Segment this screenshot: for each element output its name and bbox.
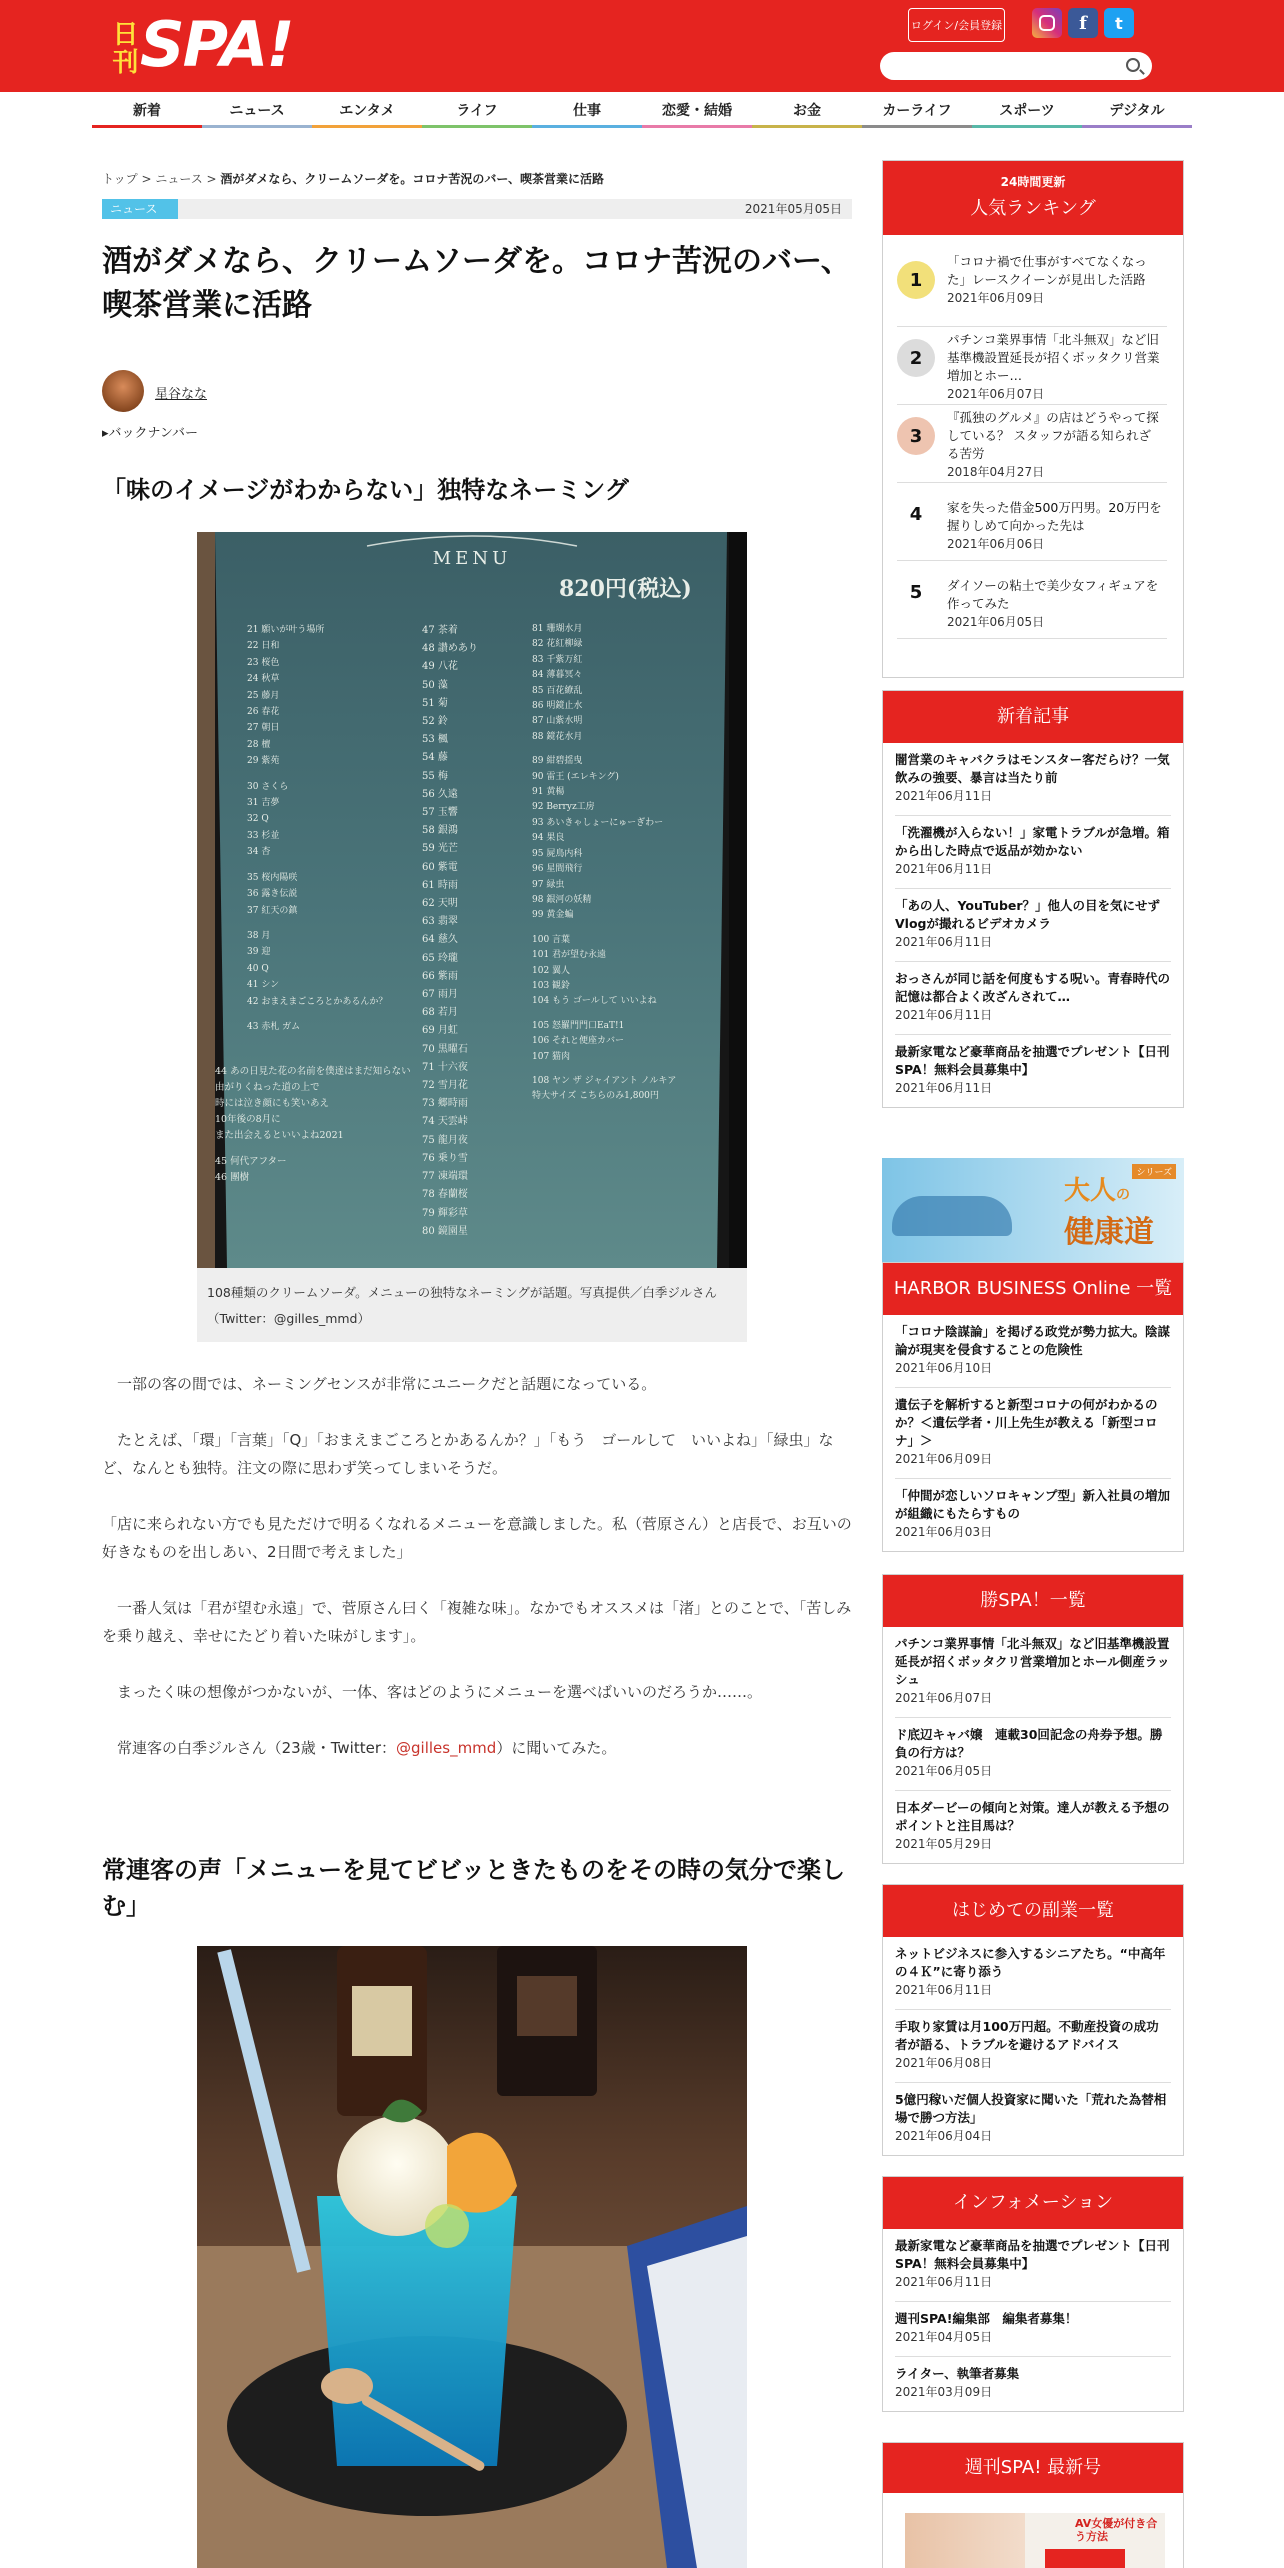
cream-soda-svg: [197, 1946, 747, 2568]
menu-line: 51 菊: [422, 697, 448, 709]
fukugyo-list: [883, 1937, 1183, 2155]
menu-line: [215, 1144, 411, 1154]
menu-line: 40 Q: [247, 963, 269, 974]
katsu-box: [882, 1574, 1184, 1864]
news-date: 2021年06月09日: [895, 1452, 993, 1466]
banner-series-tag: シリーズ: [1132, 1164, 1176, 1179]
menu-line: 82 花紅柳緑: [532, 639, 583, 650]
news-title: 手取り家賃は月100万円超。不動産投資の成功者が語る、トラブルを避けるアドバイス: [895, 2019, 1159, 2052]
nav-item[interactable]: エンタメ: [312, 96, 422, 128]
news-title: 「あの人、YouTuber？」他人の目を気にせずVlogが撮れるビデオカメラ: [895, 898, 1161, 931]
ranking-item[interactable]: [897, 327, 1167, 405]
menu-line: また出会えるといいよね2021: [215, 1130, 344, 1141]
paragraph-4: 一番人気は「君が望む永遠」で、菅原さん曰く「複雑な味」。なかでもオススメは「渚」とのことで、「苦しみを乗り越え、幸せにたどり着いた味がします」。: [102, 1599, 852, 1645]
ranking-title-text: パチンコ業界事情「北斗無双」など旧基準機設置延長が招くボッタクリ営業増加とホー…: [947, 332, 1160, 383]
breadcrumb-news[interactable]: ニュース: [155, 172, 203, 186]
menu-line: 87 山紫水明: [532, 716, 583, 727]
news-item[interactable]: [895, 2357, 1171, 2411]
news-date: 2021年06月11日: [895, 1983, 993, 1997]
author-name[interactable]: 星谷なな: [155, 387, 208, 402]
menu-line: 79 輝彩草: [422, 1207, 468, 1219]
menu-line: 61 時雨: [422, 879, 458, 891]
ranking-title-text: ダイソーの粘土で美少女フィギュアを作ってみた: [947, 578, 1159, 611]
news-date: 2021年05月29日: [895, 1837, 993, 1851]
news-title: 週刊SPA!編集部 編集者募集！: [895, 2311, 1078, 2326]
menu-line: 10年後の8月に: [215, 1114, 281, 1125]
news-item[interactable]: [895, 889, 1171, 962]
ranking-date: 2018年04月27日: [947, 465, 1045, 479]
ranking-number: 2: [897, 339, 935, 377]
news-item[interactable]: [895, 1479, 1171, 1551]
site-logo[interactable]: [108, 8, 293, 81]
news-title: 遺伝子を解析すると新型コロナの何がわかるのか？＜遺伝学者・川上先生が教える「新型コロナ」＞: [895, 1397, 1158, 1448]
news-item[interactable]: [895, 743, 1171, 816]
ranking-text: [947, 409, 1162, 481]
news-date: 2021年06月11日: [895, 935, 993, 949]
section-heading-2: 常連客の声「メニューを見てビビッときたものをその時の気分で楽しむ」: [102, 1856, 846, 1920]
news-title: ライター、執筆者募集: [895, 2366, 1020, 2381]
section-heading-1: 「味のイメージがわからない」独特なネーミング: [102, 476, 629, 504]
fukugyo-header: はじめての副業一覧: [883, 1885, 1183, 1937]
menu-line: 54 藤: [422, 752, 448, 764]
menu-line: 101 君が望む永遠: [532, 950, 607, 961]
menu-line: 24 秋草: [247, 674, 280, 685]
news-date: 2021年06月11日: [895, 1081, 993, 1095]
menu-line: 59 光芒: [422, 843, 458, 855]
menu-line: 104 もう ゴールして いいよね: [532, 996, 657, 1007]
backnumber-link[interactable]: ▸バックナンバー: [102, 426, 198, 441]
harbor-list: [883, 1315, 1183, 1551]
menu-line: 26 春花: [247, 707, 280, 718]
news-date: 2021年06月08日: [895, 2056, 993, 2070]
banner-figure: [892, 1196, 1012, 1236]
menu-line: 35 桜内陽咲: [247, 872, 298, 883]
news-item[interactable]: [895, 2083, 1171, 2155]
site-header: [0, 0, 1284, 92]
menu-line: 31 吉夢: [247, 798, 280, 809]
menu-line: 46 團樹: [215, 1171, 250, 1183]
logo-small-text: 日刊: [108, 20, 138, 76]
ranking-number: 5: [897, 573, 935, 611]
latest-box: [882, 690, 1184, 1108]
news-date: 2021年06月10日: [895, 1361, 993, 1375]
paragraph-2: たとえば、「環」「言葉」「Q」「おまえまごころとかあるんか？」「もう ゴールして いいよね」「緑虫」など、なんとも独特。注文の際に思わず笑ってしまいそうだ。: [102, 1431, 834, 1477]
weekly-box: [882, 2442, 1184, 2568]
news-item[interactable]: [895, 1315, 1171, 1388]
menu-photo[interactable]: [197, 532, 747, 1268]
cover-left: [905, 2513, 1025, 2568]
menu-line: 64 慈久: [422, 934, 458, 946]
news-item[interactable]: [895, 816, 1171, 889]
news-item[interactable]: [895, 962, 1171, 1035]
search-icon[interactable]: [1126, 58, 1140, 72]
ranking-title-text: 家を失った借金500万円男。20万円を握りしめて向かった先は: [947, 500, 1162, 533]
menu-line: 70 黒曜石: [422, 1043, 468, 1055]
twitter-link[interactable]: @gilles_mmd: [396, 1739, 497, 1757]
menu-line: 76 乗り雪: [422, 1152, 468, 1164]
breadcrumb-top[interactable]: トップ: [102, 172, 138, 186]
news-date: 2021年06月11日: [895, 789, 993, 803]
nav-item[interactable]: デジタル: [1082, 96, 1192, 128]
menu-line: 108 ヤン ザ ジャイアント ノルキア: [532, 1075, 677, 1086]
nav-item[interactable]: 恋愛・結婚: [642, 96, 752, 128]
menu-line: 86 明鏡止水: [532, 701, 583, 712]
menu-line: [247, 919, 387, 928]
news-date: 2021年06月11日: [895, 1008, 993, 1022]
banner-text-2: の: [1116, 1187, 1131, 1203]
menu-line: 99 黄金蝙: [532, 910, 574, 921]
menu-line: 41 シン: [247, 980, 280, 991]
menu-line: 69 月虹: [422, 1025, 458, 1037]
menu-line: 28 檀: [247, 739, 271, 750]
menu-line: 55 梅: [422, 770, 448, 782]
weekly-cover[interactable]: [905, 2513, 1165, 2568]
menu-line: 37 紅天の鎮: [247, 905, 298, 916]
menu-line: 95 屍鳥内科: [532, 848, 583, 859]
breadcrumb-current: 酒がダメなら、クリームソーダを。コロナ苦況のバー、喫茶営業に活路: [220, 172, 604, 186]
menu-line: 77 凍端環: [422, 1171, 468, 1183]
news-date: 2021年06月07日: [895, 1691, 993, 1705]
news-title: 最新家電など豪華商品を抽選でプレゼント【日刊SPA！無料会員募集中】: [895, 2238, 1170, 2271]
news-title: 闇営業のキャバクラはモンスター客だらけ？一気飲みの強要、暴言は当たり前: [895, 752, 1170, 785]
menu-line: 89 紺碧揺曳: [532, 756, 583, 767]
news-item[interactable]: [895, 2302, 1171, 2357]
ranking-subtitle: 24時間更新: [1000, 175, 1066, 189]
menu-line: [247, 861, 387, 870]
news-item[interactable]: [895, 2229, 1171, 2302]
ranking-number: 3: [897, 417, 935, 455]
ranking-title: 人気ランキング: [970, 198, 1096, 219]
fukugyo-box: [882, 1884, 1184, 2156]
search-input[interactable]: [880, 52, 1152, 80]
menu-line: 90 雷王 (エレキング): [532, 771, 619, 782]
paragraph-5: まったく味の想像がつかないが、一体、客はどのようにメニューを選べばいいのだろうか……。: [117, 1683, 763, 1701]
menu-line: 50 藻: [422, 679, 448, 691]
menu-line: [532, 1065, 676, 1074]
nav-item[interactable]: ライフ: [422, 96, 532, 128]
news-title: 「仲間が恋しいソロキャンプ型」新入社員の増加が組織にもたらすもの: [895, 1488, 1171, 1521]
menu-line: 45 何代アフター: [215, 1155, 287, 1167]
menu-line: 由がりくねった道の上で: [215, 1082, 320, 1093]
menu-line: 60 紫電: [422, 861, 458, 873]
nav-item[interactable]: ニュース: [202, 96, 312, 128]
news-title: 日本ダービーの傾向と対策。達人が教える予想のポイントと注目馬は？: [895, 1800, 1170, 1833]
article-title: 酒がダメなら、クリームソーダを。コロナ苦況のバー、喫茶営業に活路: [102, 244, 851, 323]
news-item[interactable]: [895, 1937, 1171, 2010]
katsu-list: [883, 1627, 1183, 1863]
menu-line: 52 鈴: [422, 716, 448, 728]
menu-line: 56 久遠: [422, 788, 458, 800]
menu-line: 48 讃めあり: [422, 643, 478, 655]
news-item[interactable]: [895, 1627, 1171, 1718]
news-date: 2021年06月04日: [895, 2129, 993, 2143]
menu-line: 53 楓: [422, 734, 448, 746]
weekly-header: 週刊SPA! 最新号: [883, 2443, 1183, 2493]
menu-line: 98 銀河の妖精: [532, 894, 592, 905]
menu-line: [532, 1010, 676, 1019]
menu-line: 103 観鈴: [532, 980, 571, 991]
menu-line: 39 迎: [247, 947, 271, 958]
ranking-text: [947, 331, 1162, 403]
menu-line: 88 鏡花水月: [532, 731, 583, 742]
twitter-icon[interactable]: t: [1104, 8, 1134, 38]
menu-line: 66 紫雨: [422, 970, 458, 982]
nav-item[interactable]: お金: [752, 96, 862, 128]
paragraph-6-post: ）に聞いてみた。: [496, 1739, 617, 1757]
ranking-date: 2021年06月05日: [947, 615, 1045, 629]
ranking-item[interactable]: [897, 483, 1167, 561]
ranking-item[interactable]: [897, 561, 1167, 639]
author-avatar[interactable]: [102, 370, 144, 412]
menu-line: 57 玉響: [422, 807, 458, 819]
menu-line: 73 郷時雨: [422, 1098, 468, 1110]
news-date: 2021年06月03日: [895, 1525, 993, 1539]
menu-line: 23 桜色: [247, 657, 280, 668]
menu-col-1: [247, 622, 387, 1035]
menu-line: 29 紫苑: [247, 756, 280, 767]
nav-item[interactable]: 新着: [92, 96, 202, 128]
login-button[interactable]: ログイン/会員登録: [908, 8, 1005, 42]
news-item[interactable]: [895, 1035, 1171, 1107]
news-title: 5億円稼いだ個人投資家に聞いた「荒れた為替相場で勝つ方法」: [895, 2092, 1167, 2125]
menu-line: 21 願いが叶う場所: [247, 625, 325, 635]
menu-line: [247, 770, 387, 779]
ranking-header: [883, 161, 1183, 235]
menu-line: 58 銀鴻: [422, 825, 458, 837]
menu-line: 102 翼人: [532, 965, 571, 976]
banner-text-3: 健康道: [1064, 1215, 1154, 1250]
harbor-header: HARBOR BUSINESS Online 一覧: [883, 1263, 1183, 1315]
ranking-number: 4: [897, 495, 935, 533]
menu-line: 72 雪月花: [422, 1080, 468, 1092]
latest-list: [883, 743, 1183, 1107]
instagram-icon[interactable]: [1032, 8, 1062, 38]
ranking-text: [947, 577, 1162, 631]
menu-line: 32 Q: [247, 814, 269, 825]
news-item[interactable]: [895, 1791, 1171, 1863]
menu-line: 68 若月: [422, 1007, 458, 1019]
latest-header: 新着記事: [883, 691, 1183, 743]
cover-band: [1045, 2549, 1125, 2568]
menu-line: 93 あいきゃしょーにゅーぎわー: [532, 817, 664, 828]
menu-line: 38 月: [247, 930, 271, 941]
info-box: [882, 2176, 1184, 2412]
news-title: パチンコ業界事情「北斗無双」など旧基準機設置延長が招くボッタクリ営業増加とホール側産ラッシュ: [895, 1636, 1170, 1687]
menu-price: 820円(税込): [559, 576, 692, 602]
facebook-icon[interactable]: f: [1068, 8, 1098, 38]
menu-col-2: [422, 622, 478, 1241]
ranking-item[interactable]: [897, 405, 1167, 483]
news-title: おっさんが同じ話を何度もする呪い。青春時代の記憶は都合よく改ざんされて…: [895, 971, 1171, 1004]
menu-line: 25 藤月: [247, 690, 280, 701]
menu-line: 49 八花: [422, 661, 458, 673]
logo-main-text: SPA!: [140, 8, 293, 81]
news-date: 2021年06月11日: [895, 862, 993, 876]
nav-item[interactable]: スポーツ: [972, 96, 1082, 128]
menu-line: 80 鏡園星: [422, 1225, 468, 1237]
news-title: 最新家電など豪華商品を抽選でプレゼント【日刊SPA！無料会員募集中】: [895, 1044, 1170, 1077]
menu-line: 92 Berryz工房: [532, 802, 595, 813]
menu-line: 33 杉並: [247, 830, 280, 841]
photo-caption: 108種類のクリームソーダ。メニューの独特なネーミングが話題。写真提供／白季ジルさん（Twitter：@gilles_mmd）: [197, 1268, 747, 1342]
menu-line: 81 珊瑚水月: [532, 624, 583, 634]
main-nav: [92, 96, 1192, 128]
info-header: インフォメーション: [883, 2177, 1183, 2229]
ranking-date: 2021年06月09日: [947, 291, 1045, 305]
menu-text-layer: [197, 532, 747, 1268]
menu-line: 22 日和: [247, 641, 280, 652]
news-item[interactable]: [895, 2010, 1171, 2083]
news-title: ネットビジネスに参入するシニアたち。“中高年の４Ｋ”に寄り添う: [895, 1946, 1166, 1979]
banner-text-1: 大人: [1064, 1176, 1117, 1206]
ranking-title-text: 「コロナ禍で仕事がすべてなくなった」レースクイーンが見出した活路: [947, 254, 1147, 287]
menu-line: 34 杏: [247, 847, 271, 858]
menu-note: [215, 1064, 411, 1186]
ranking-date: 2021年06月06日: [947, 537, 1045, 551]
menu-line: [532, 745, 676, 754]
menu-line: 75 龍月夜: [422, 1134, 468, 1146]
menu-line: 106 それと便座カバー: [532, 1036, 625, 1047]
news-title: 「洗濯機が入らない！」家電トラブルが急増。箱から出した時点で返品が効かない: [895, 825, 1170, 858]
menu-line: 94 果良: [532, 833, 565, 844]
menu-line: 78 春蘭桜: [422, 1189, 468, 1201]
paragraph-1: 一部の客の間では、ネーミングセンスが非常にユニークだと話題になっている。: [117, 1375, 657, 1393]
info-list: [883, 2229, 1183, 2411]
menu-line: 96 星間飛行: [532, 864, 583, 875]
cover-headline: AV女優が付き合う方法: [1075, 2517, 1158, 2543]
katsu-header: 勝SPA！一覧: [883, 1575, 1183, 1627]
menu-line: 時には泣き顔にも笑いあえ: [215, 1098, 330, 1109]
menu-line: 47 茶着: [422, 625, 458, 636]
news-title: ド底辺キャバ嬢 連載30回記念の舟券予想。勝負の行方は？: [895, 1727, 1163, 1760]
menu-line: 97 緑虫: [532, 879, 565, 890]
menu-line: 107 猫肉: [532, 1051, 571, 1062]
paragraph-3: 「店に来られない方でも見ただけで明るくなれるメニューを意識しました。私（菅原さん）と店長で、お互いの好きなものを出しあい、2日間で考えました」: [102, 1515, 852, 1561]
menu-line: 74 天雲峠: [422, 1116, 468, 1128]
ranking-title-text: 『孤独のグルメ』の店はどうやって探している？ スタッフが語る知られざる苦労: [947, 410, 1159, 461]
category-bar: [102, 199, 852, 219]
paragraph-6: [102, 1734, 854, 1762]
menu-line: 100 言葉: [532, 934, 571, 945]
ranking-date: 2021年06月07日: [947, 387, 1045, 401]
ranking-text: [947, 253, 1162, 307]
menu-line: 65 玲瓏: [422, 952, 458, 964]
menu-line: 91 黄楊: [532, 787, 565, 798]
menu-line: 27 朝日: [247, 723, 280, 734]
nav-item[interactable]: 仕事: [532, 96, 642, 128]
menu-line: [532, 924, 676, 933]
menu-line: [247, 1010, 387, 1019]
ranking-number: 1: [897, 261, 935, 299]
menu-line: 71 十六夜: [422, 1061, 468, 1073]
menu-line: 30 さくら: [247, 781, 289, 792]
menu-line: 63 翡翠: [422, 916, 458, 928]
menu-line: 83 千紫万紅: [532, 654, 583, 665]
menu-line: 84 薄暮冥々: [532, 670, 583, 681]
menu-line: 36 露き伝説: [247, 889, 298, 900]
harbor-box: [882, 1262, 1184, 1552]
news-date: 2021年03月09日: [895, 2385, 993, 2399]
news-date: 2021年04月05日: [895, 2330, 993, 2344]
news-item[interactable]: [895, 1718, 1171, 1791]
publish-date: 2021年05月05日: [744, 202, 842, 216]
health-banner[interactable]: [882, 1158, 1184, 1262]
menu-line: 62 天明: [422, 898, 458, 910]
menu-line: 42 おまえまごころとかあるんか？: [247, 996, 388, 1007]
menu-line: 85 百花繚乱: [532, 685, 583, 696]
menu-line: 67 雨月: [422, 989, 458, 1001]
menu-line: 特大サイズ こちらのみ1,800円: [532, 1091, 659, 1102]
ranking-text: [947, 499, 1162, 553]
ranking-item[interactable]: [897, 249, 1167, 327]
category-tag[interactable]: ニュース: [102, 199, 178, 219]
news-title: 「コロナ陰謀論」を掲げる政党が勢力拡大。陰謀論が現実を侵食することの危険性: [895, 1324, 1171, 1357]
ranking-box: [882, 160, 1184, 678]
news-date: 2021年06月11日: [895, 2275, 993, 2289]
menu-title: MENU: [432, 548, 512, 569]
breadcrumb: トップ > ニュース > 酒がダメなら、クリームソーダを。コロナ苦況のバー、喫茶営業に活路: [102, 172, 604, 186]
news-item[interactable]: [895, 1388, 1171, 1479]
paragraph-6-pre: 常連客の白季ジルさん（23歳・Twitter：: [117, 1739, 396, 1757]
nav-item[interactable]: カーライフ: [862, 96, 972, 128]
menu-col-3: [532, 622, 676, 1105]
menu-line: 105 怒羅門門口EaT!1: [532, 1020, 625, 1031]
banner-title: [1064, 1170, 1154, 1251]
cream-soda-photo[interactable]: [197, 1946, 747, 2568]
menu-line: 44 あの日見た花の名前を僕達はまだ知らない: [215, 1066, 411, 1077]
menu-line: 43 赤札 ガム: [247, 1021, 301, 1032]
news-date: 2021年06月05日: [895, 1764, 993, 1778]
